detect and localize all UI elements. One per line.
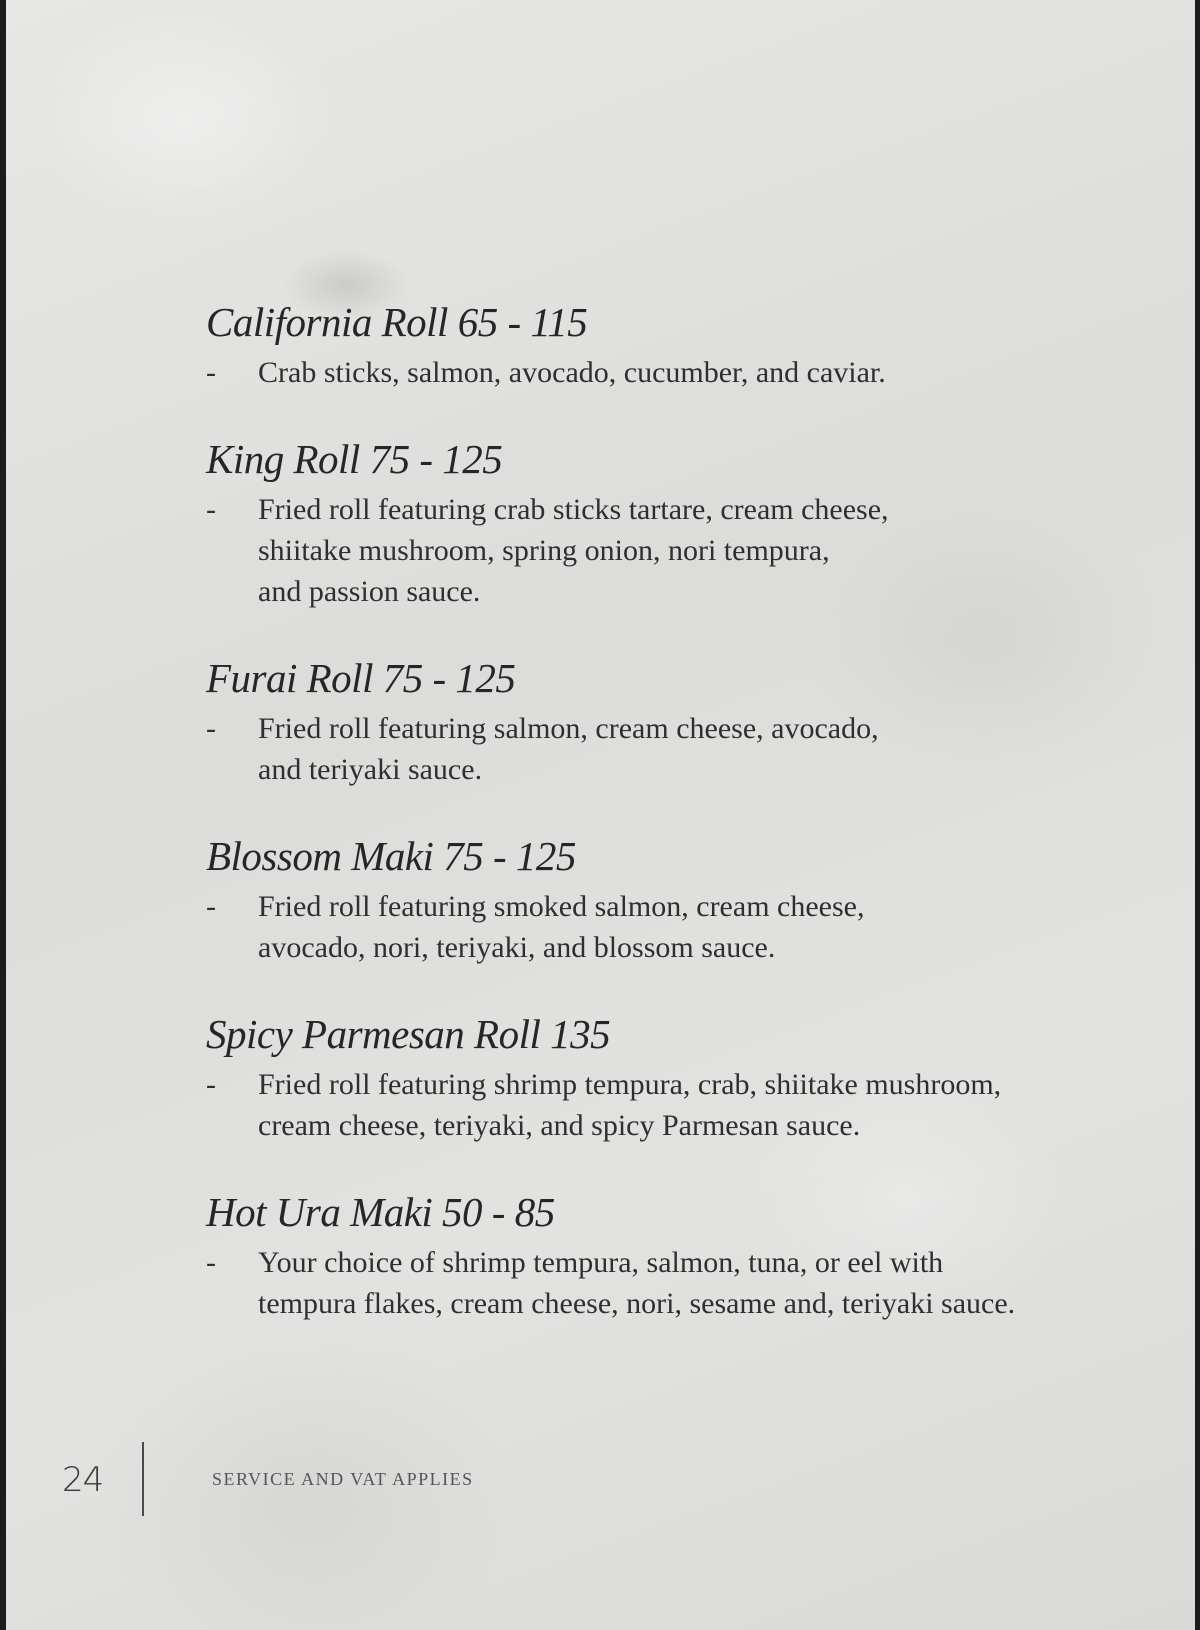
description-line: Fried roll featuring smoked salmon, cream cheese, [258,890,865,923]
description-line: Crab sticks, salmon, avocado, cucumber, and caviar. [258,356,886,389]
item-title: Furai Roll 75 - 125 [206,655,516,701]
item-description [206,886,1158,968]
menu-item [206,1186,1166,1324]
item-description [206,1064,1158,1146]
item-title: King Roll 75 - 125 [206,436,503,482]
item-title: Spicy Parmesan Roll 135 [206,1011,611,1057]
bullet-dash: - [206,890,216,923]
menu-item [206,296,1166,393]
description-line: Fried roll featuring salmon, cream cheese, avocado, [258,712,879,745]
menu-item [206,433,1166,612]
menu-item [206,830,1166,968]
menu-page [6,0,1195,1630]
description-line: tempura flakes, cream cheese, nori, sesame and, teriyaki sauce. [258,1287,1016,1320]
description-line: shiitake mushroom, spring onion, nori tempura, [258,534,830,567]
item-title: Blossom Maki 75 - 125 [206,833,576,879]
bullet-dash: - [206,1246,216,1279]
description-line: Your choice of shrimp tempura, salmon, tuna, or eel with [258,1246,944,1279]
menu-item [206,652,1166,790]
page-number: 24 [62,1460,104,1500]
bullet-dash: - [206,493,216,526]
item-description [206,352,1158,393]
item-description [206,489,1158,612]
description-line: Fried roll featuring crab sticks tartare, cream cheese, [258,493,889,526]
description-line: avocado, nori, teriyaki, and blossom sauce. [258,931,776,964]
bullet-dash: - [206,712,216,745]
description-line: and teriyaki sauce. [258,753,483,786]
bullet-dash: - [206,356,216,389]
item-title: California Roll 65 - 115 [206,299,588,345]
description-line: cream cheese, teriyaki, and spicy Parmesan sauce. [258,1109,861,1142]
item-description [206,1242,1158,1324]
description-line: and passion sauce. [258,575,481,608]
item-title: Hot Ura Maki 50 - 85 [206,1189,555,1235]
description-line: Fried roll featuring shrimp tempura, crab, shiitake mushroom, [258,1068,1002,1101]
bullet-dash: - [206,1068,216,1101]
service-note: SERVICE AND VAT APPLIES [212,1469,474,1489]
item-description [206,708,1158,790]
menu-item [206,1008,1166,1146]
menu-list [206,296,1166,1364]
footer-divider [142,1442,144,1516]
